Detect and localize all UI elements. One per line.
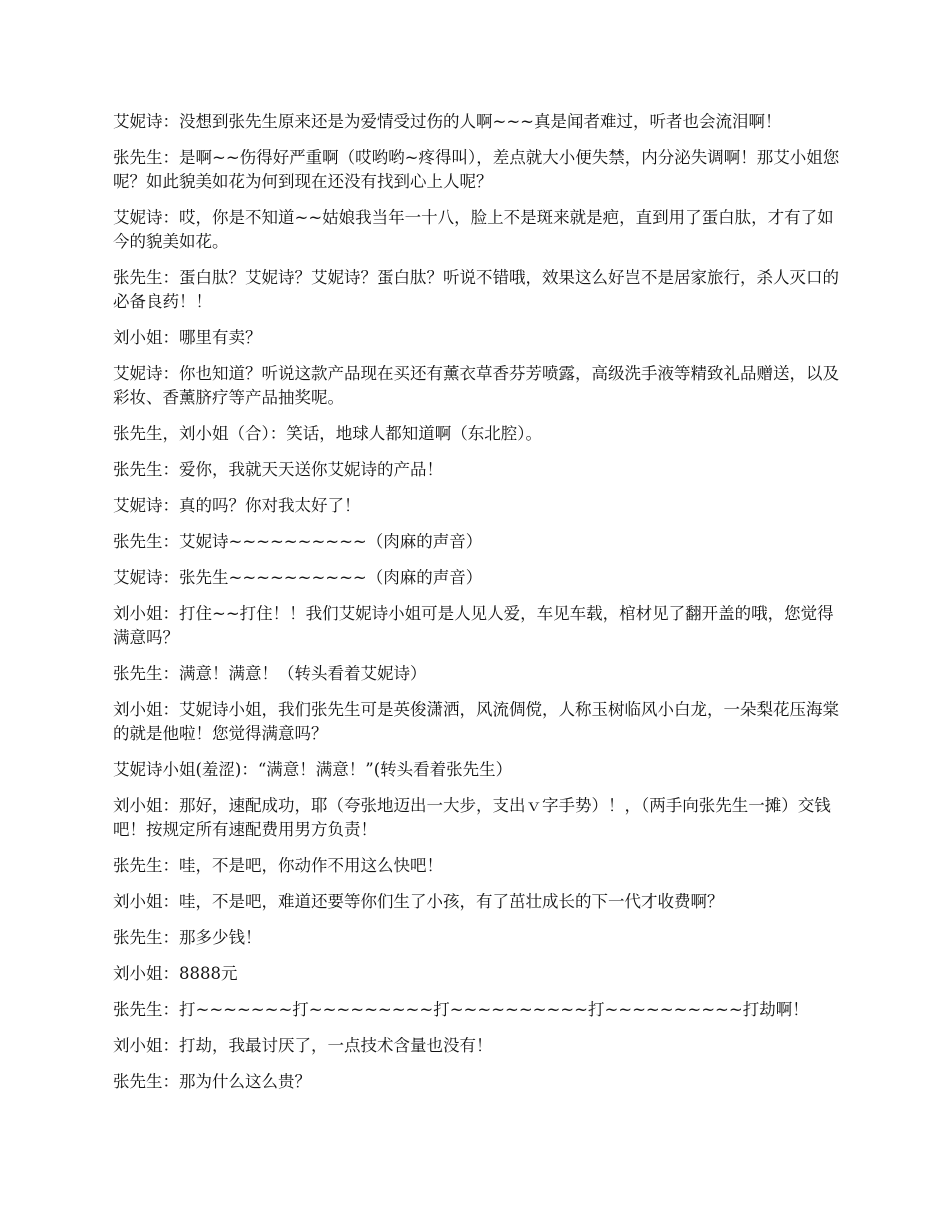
dialogue-line: 张先生：那为什么这么贵？ xyxy=(113,1072,311,1091)
dialogue-line: 张先生：是啊~~伤得好严重啊（哎哟哟~疼得叫），差点就大小便失禁，内分泌失调啊！那艾小姐您呢？如此貌美如花为何到现在还没有找到心上人呢？ xyxy=(113,148,840,191)
document-body xyxy=(113,110,843,1106)
dialogue-line: 刘小姐：8888元 xyxy=(113,964,238,983)
dialogue-line: 刘小姐：艾妮诗小姐，我们张先生可是英俊潇洒，风流倜傥，人称玉树临风小白龙，一朵梨花压海棠的就是他啦！您觉得满意吗？ xyxy=(113,700,839,743)
dialogue-line: 张先生：爱你，我就天天送你艾妮诗的产品！ xyxy=(113,460,443,479)
dialogue-line: 刘小姐：打劫，我最讨厌了，一点技术含量也没有！ xyxy=(113,1036,493,1055)
dialogue-line: 刘小姐：那好，速配成功，耶（夸张地迈出一大步，支出ｖ字手势）！，（两手向张先生一摊）交钱吧！按规定所有速配费用男方负责！ xyxy=(113,796,831,839)
dialogue-line: 张先生，刘小姐（合）：笑话，地球人都知道啊（东北腔）。 xyxy=(113,424,542,443)
dialogue-line: 刘小姐：哪里有卖？ xyxy=(113,328,262,347)
dialogue-line: 刘小姐：哇，不是吧，难道还要等你们生了小孩，有了茁壮成长的下一代才收费啊？ xyxy=(113,892,724,911)
dialogue-line: 刘小姐：打住~~打住！！我们艾妮诗小姐可是人见人爱，车见车载，棺材见了翻开盖的哦，您觉得满意吗？ xyxy=(113,604,834,647)
dialogue-line: 张先生：满意！满意！（转头看着艾妮诗） xyxy=(113,664,427,683)
dialogue-line: 张先生：蛋白肽？艾妮诗？艾妮诗？蛋白肽？听说不错哦，效果这么好岂不是居家旅行，杀人灭口的必备良药！！ xyxy=(113,268,839,311)
dialogue-line: 张先生：艾妮诗~~~~~~~~~~（肉麻的声音） xyxy=(113,532,483,551)
dialogue-line: 艾妮诗：张先生~~~~~~~~~~（肉麻的声音） xyxy=(113,568,483,587)
dialogue-line: 张先生：打~~~~~~~打~~~~~~~~~打~~~~~~~~~~打~~~~~~~~~~打劫啊！ xyxy=(113,1000,809,1019)
dialogue-line: 艾妮诗：真的吗？你对我太好了！ xyxy=(113,496,361,515)
dialogue-line: 张先生：那多少钱！ xyxy=(113,928,262,947)
dialogue-line: 艾妮诗小姐(羞涩)：“满意！满意！”(转头看着张先生） xyxy=(113,760,513,779)
dialogue-line: 艾妮诗：哎，你是不知道~~姑娘我当年一十八，脸上不是斑来就是疤，直到用了蛋白肽，才有了如今的貌美如花。 xyxy=(113,208,834,251)
dialogue-line: 艾妮诗：你也知道？听说这款产品现在买还有薰衣草香芬芳喷露，高级洗手液等精致礼品赠送，以及彩妆、香薰脐疗等产品抽奖呢。 xyxy=(113,364,839,407)
dialogue-line: 张先生：哇，不是吧，你动作不用这么快吧！ xyxy=(113,856,443,875)
dialogue-line: 艾妮诗：没想到张先生原来还是为爱情受过伤的人啊~~~真是闻者难过，听者也会流泪啊！ xyxy=(113,112,782,131)
